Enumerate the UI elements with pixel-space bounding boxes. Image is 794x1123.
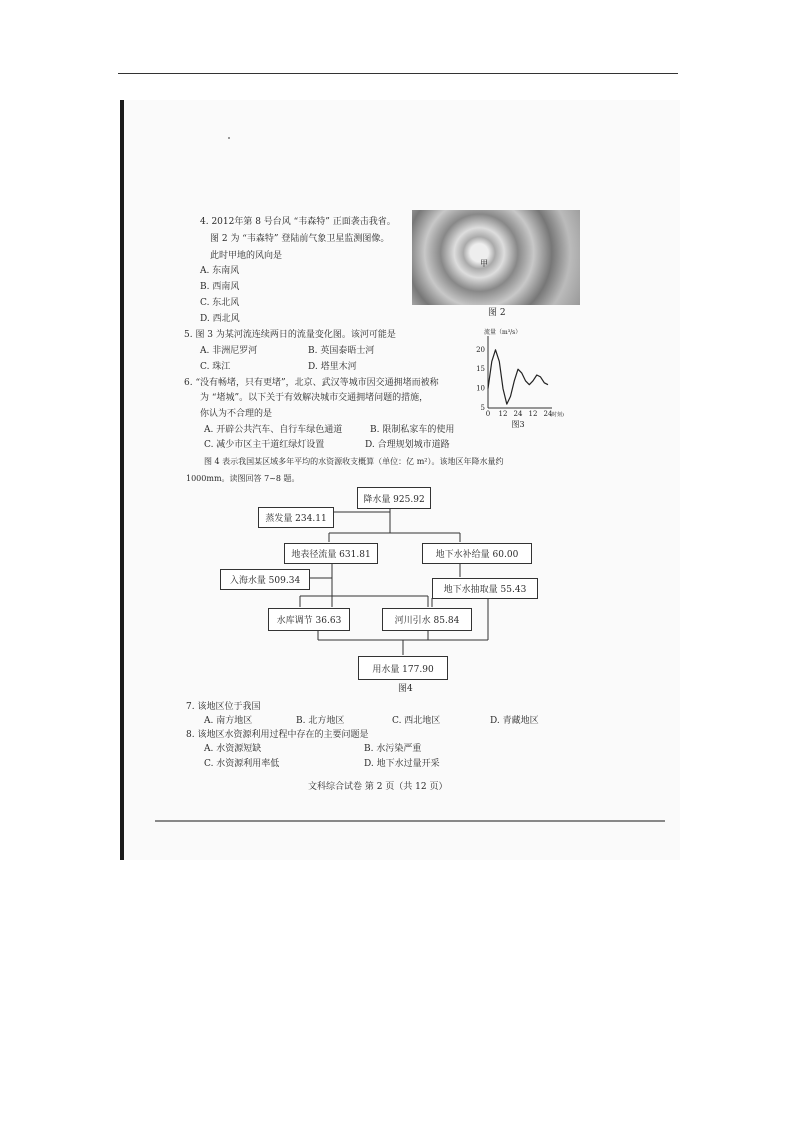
- box-precipitation: 降水量 925.92: [357, 487, 431, 509]
- y-tick-label: 5: [480, 404, 485, 412]
- q4-option-b: B. 西南风: [200, 282, 240, 292]
- y-tick-label: 10: [476, 384, 485, 393]
- q8-option-b: B. 水污染严重: [364, 744, 422, 754]
- box-groundwater-recharge: 地下水补给量 60.00: [422, 543, 532, 564]
- box-water-use: 用水量 177.90: [358, 656, 448, 680]
- q4-stem-1: 4. 2012年第 8 号台风 “韦森特” 正面袭击我省。: [200, 217, 396, 227]
- x-tick-label: 12: [528, 410, 538, 418]
- q5-stem: 5. 图 3 为某河流连续两日的流量变化图。该河可能是: [184, 330, 396, 340]
- q4-option-c: C. 东北风: [200, 298, 240, 308]
- box-surface-runoff: 地表径流量 631.81: [284, 543, 378, 564]
- fig4-intro-2: 1000mm。读图回答 7~8 题。: [186, 474, 300, 483]
- q7-option-b: B. 北方地区: [296, 716, 345, 726]
- x-tick-label: 24: [513, 410, 523, 418]
- fig2-caption: 图 2: [488, 308, 506, 318]
- page-footer: 文科综合试卷 第 2 页（共 12 页）: [308, 782, 448, 792]
- q8-option-a: A. 水资源短缺: [204, 744, 262, 754]
- y-tick-label: 15: [476, 365, 485, 374]
- q4-option-d: D. 西北风: [200, 314, 240, 324]
- q5-option-b: B. 英国泰晤士河: [308, 346, 375, 356]
- q6-option-d: D. 合理规划城市道路: [365, 440, 450, 450]
- q6-option-a: A. 开辟公共汽车、自行车绿色通道: [204, 425, 343, 435]
- scan-footer-rule: [155, 820, 665, 822]
- q7-option-c: C. 西北地区: [392, 716, 441, 726]
- q6-option-b: B. 限制私家车的使用: [370, 425, 455, 435]
- q8-stem: 8. 该地区水资源利用过程中存在的主要问题是: [186, 730, 369, 740]
- q8-option-c: C. 水资源利用率低: [204, 759, 280, 769]
- q5-option-d: D. 塔里木河: [308, 362, 357, 372]
- satellite-marker-label: 甲: [480, 259, 488, 268]
- q6-stem-3: 你认为不合理的是: [200, 409, 273, 419]
- q4-option-a: A. 东南风: [200, 266, 240, 276]
- q6-stem-2: 为 “堵城”。以下关于有效解决城市交通拥堵问题的措施，: [200, 393, 429, 403]
- y-tick-label: 20: [476, 345, 485, 354]
- x-tick-label: 0: [485, 410, 491, 418]
- box-reservoir: 水库调节 36.63: [268, 608, 350, 631]
- x-axis-unit-label: (时刻): [550, 412, 564, 418]
- box-evaporation: 蒸发量 234.11: [258, 507, 334, 528]
- q6-stem-1: 6. “没有畅堵，只有更堵”，北京、武汉等城市因交通拥堵而被称: [184, 378, 439, 388]
- box-sea-outflow: 入海水量 509.34: [220, 569, 310, 590]
- fig4-caption: 图4: [398, 684, 413, 694]
- q5-option-a: A. 非洲尼罗河: [200, 346, 258, 356]
- x-tick-label: 24: [543, 410, 553, 418]
- box-river-diversion: 河川引水 85.84: [382, 608, 472, 631]
- q8-option-d: D. 地下水过量开采: [364, 759, 440, 769]
- y-axis-label: 流量（m³/s）: [484, 329, 522, 336]
- q7-stem: 7. 该地区位于我国: [186, 702, 261, 712]
- q7-option-a: A. 南方地区: [204, 716, 253, 726]
- fig3-caption: 图3: [511, 420, 525, 429]
- x-tick-label: 12: [498, 410, 508, 418]
- q7-option-d: D. 青藏地区: [490, 716, 539, 726]
- q4-stem-3: 此时甲地的风向是: [210, 251, 283, 261]
- q6-option-c: C. 减少市区主干道红绿灯设置: [204, 440, 325, 450]
- fig4-intro-1: 图 4 表示我国某区域多年平均的水资源收支概算（单位：亿 m²）。该地区年降水量约: [204, 457, 504, 466]
- q4-stem-2: 图 2 为 “韦森特” 登陆前气象卫星监测图像。: [210, 234, 390, 244]
- box-groundwater-pumping: 地下水抽取量 55.43: [432, 578, 538, 599]
- q5-option-c: C. 珠江: [200, 362, 231, 372]
